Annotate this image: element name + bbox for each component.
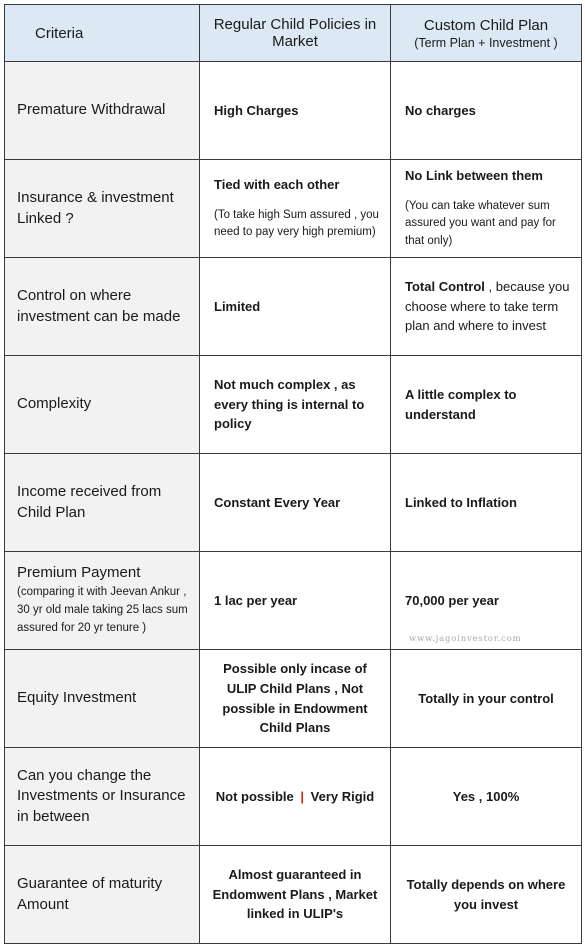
criteria-cell: Income received from Child Plan [5, 454, 200, 552]
criteria-main-text: Premium Payment [17, 564, 141, 582]
custom-cell: Totally in your control [391, 650, 582, 748]
regular-note: (To take high Sum assured , you need to pay very high premium) [214, 208, 379, 239]
comparison-table [4, 4, 582, 944]
custom-rest-text: , because you choose where to take term plan and where to invest [405, 278, 570, 334]
header-criteria: Criteria [5, 5, 200, 62]
table-row [5, 356, 582, 454]
criteria-cell: Premature Withdrawal [5, 62, 200, 160]
custom-bold-text: Total Control [405, 278, 485, 294]
criteria-cell: Guarantee of maturity Amount [5, 846, 200, 944]
table-row [5, 650, 582, 748]
regular-text-b: Very Rigid [310, 788, 375, 804]
custom-cell: A little complex to understand [391, 356, 582, 454]
custom-cell: Totally depends on where you invest [391, 846, 582, 944]
header-custom-title: Custom Child Plan [423, 16, 549, 34]
header-regular: Regular Child Policies in Market [200, 5, 391, 62]
watermark: www.jagoinvestor.com [409, 634, 522, 644]
criteria-cell: Complexity [5, 356, 200, 454]
regular-cell: Almost guaranteed in Endomwent Plans , Market linked in ULIP's [200, 846, 391, 944]
criteria-cell: Equity Investment [5, 650, 200, 748]
regular-cell: 1 lac per year [200, 552, 391, 650]
separator-bar: | [300, 788, 305, 804]
custom-cell [391, 160, 582, 258]
table-row [5, 454, 582, 552]
regular-cell: High Charges [200, 62, 391, 160]
criteria-note: (comparing it with Jeevan Ankur , 30 yr old male taking 25 lacs sum assured for 20 yr tenure ) [17, 586, 188, 635]
criteria-cell: Can you change the Investments or Insurance in between [5, 748, 200, 846]
table-row [5, 160, 582, 258]
regular-main-text: Tied with each other [214, 176, 340, 192]
regular-cell: Possible only incase of ULIP Child Plans , Not possible in Endowment Child Plans [200, 650, 391, 748]
custom-cell: Linked to Inflation [391, 454, 582, 552]
custom-main-text: No Link between them [405, 167, 543, 183]
header-custom [391, 5, 582, 62]
custom-cell: No charges [391, 62, 582, 160]
regular-text-a: Not possible [215, 788, 294, 804]
custom-cell: Yes , 100% [391, 748, 582, 846]
custom-cell [391, 258, 582, 356]
regular-cell: Constant Every Year [200, 454, 391, 552]
regular-cell [200, 748, 391, 846]
table-row [5, 846, 582, 944]
criteria-cell: Control on where investment can be made [5, 258, 200, 356]
custom-note: (You can take whatever sum assured you want and pay for that only) [405, 199, 556, 248]
table-row [5, 258, 582, 356]
table-row [5, 62, 582, 160]
regular-cell: Limited [200, 258, 391, 356]
header-row [5, 5, 582, 62]
criteria-cell: Insurance & investment Linked ? [5, 160, 200, 258]
header-custom-subtitle: (Term Plan + Investment ) [414, 35, 558, 50]
table-row [5, 748, 582, 846]
criteria-cell [5, 552, 200, 650]
regular-cell: Not much complex , as every thing is internal to policy [200, 356, 391, 454]
regular-cell [200, 160, 391, 258]
custom-cell: 70,000 per year [391, 552, 582, 650]
